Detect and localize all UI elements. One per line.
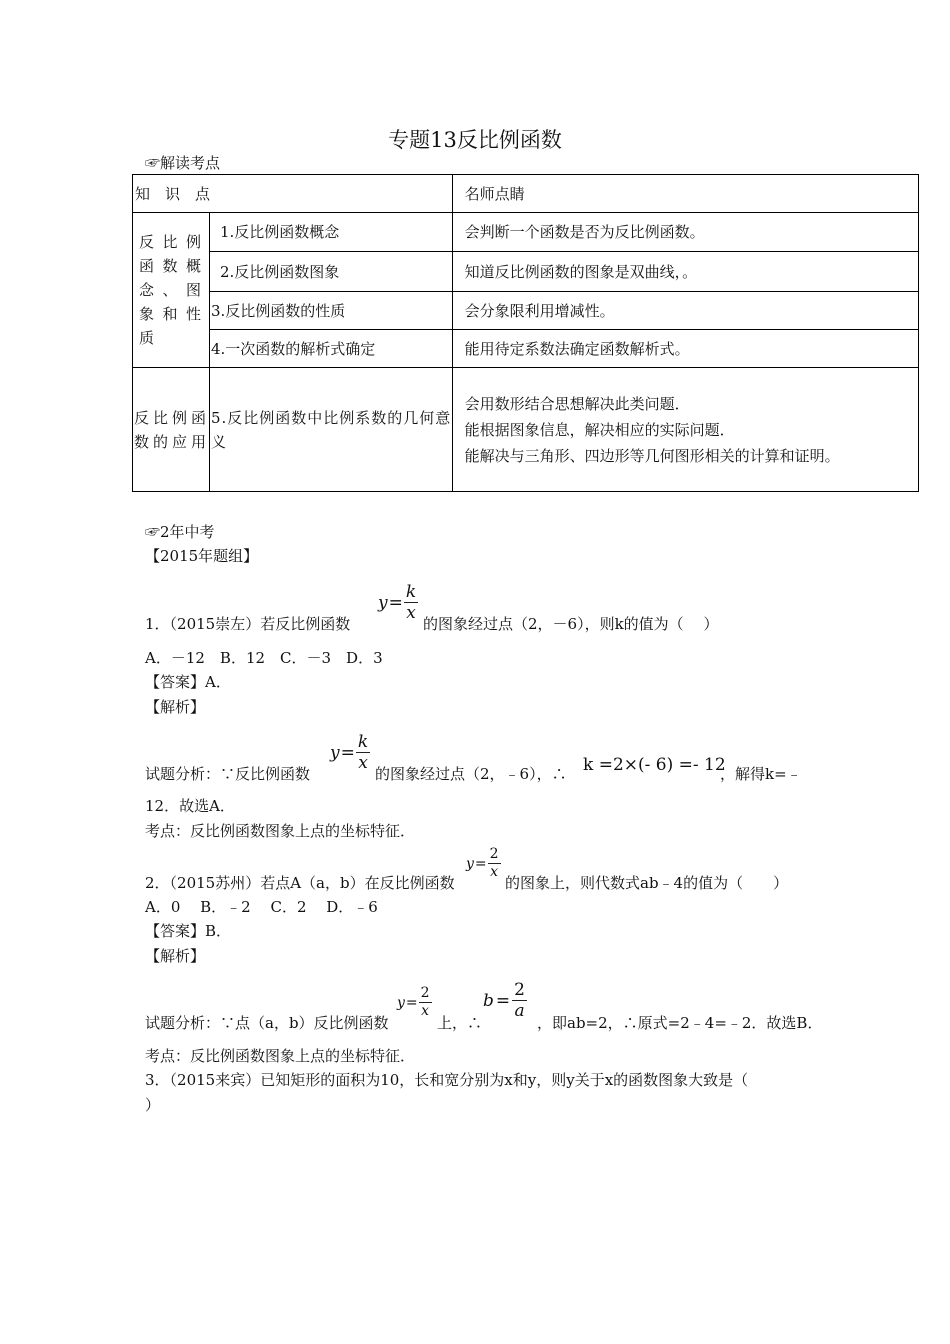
q1-analysis-line2: 12．故选A． [145, 797, 235, 815]
q2-options: A．0 B．﹣2 C．2 D．﹣6 [145, 898, 378, 916]
q1-analysis-equation: k =2×(- 6) =- 12 [583, 755, 726, 775]
table-header-notes: 名师点睛 [452, 175, 918, 213]
q1-analysis-mid: 的图象经过点（2，﹣6），∴ [375, 765, 567, 783]
table-note-multi [452, 368, 918, 492]
note-line: 能解决与三角形、四边形等几何图形相关的计算和证明。 [464, 446, 840, 465]
table-point: 5.反比例函数中比例系数的几何意义 [209, 368, 452, 492]
q2-b-formula [483, 980, 527, 1021]
q2-analysis-eq: = [405, 994, 418, 1011]
q1-analysis-label: 【解析】 [145, 698, 206, 716]
q1-analysis-eq: = [340, 742, 355, 763]
q1-formula [378, 582, 418, 623]
q2-formula-eq: = [474, 855, 487, 872]
q2-formula-y: y [466, 855, 474, 872]
section-heading-kaodian: ☞解读考点 [145, 154, 221, 172]
q2-analysis-mid: 上，∴ [437, 1014, 483, 1032]
q1-formula-eq: = [388, 592, 403, 613]
q3-line1: 3．（2015来宾）已知矩形的面积为10，长和宽分别为x和y，则y关于x的函数图象大致是（ [145, 1071, 749, 1089]
q1-analysis-den: x [358, 753, 368, 773]
table-point: 2.反比例函数图象 [209, 252, 452, 292]
knowledge-table [132, 174, 919, 492]
table-note: 会分象限利用增减性。 [452, 292, 918, 330]
q2-analysis-formula [397, 985, 432, 1020]
table-category-2: 反比例函数的应用 [133, 368, 210, 492]
table-note: 知道反比例函数的图象是双曲线，。 [452, 252, 918, 292]
q1-kaodian: 考点：反比例函数图象上点的坐标特征． [145, 822, 416, 840]
q1-analysis-before: 试题分析：∵反比例函数 [145, 765, 311, 783]
q2-b: b [483, 990, 494, 1011]
table-point: 3.反比例函数的性质 [209, 292, 452, 330]
q1-options: A．－12 B．12 C．－3 D．3 [145, 649, 383, 667]
q2-formula [466, 846, 501, 881]
q2-b-eq: = [495, 990, 511, 1011]
q1-formula-den: x [406, 603, 416, 623]
table-note: 能用待定系数法确定函数解析式。 [452, 330, 918, 368]
q1-stem-before: 1．（2015崇左）若反比例函数 [145, 615, 351, 633]
q2-analysis-num: 2 [420, 985, 430, 1001]
q2-kaodian: 考点：反比例函数图象上点的坐标特征． [145, 1047, 416, 1065]
q3-line2: ） [145, 1096, 161, 1114]
group-label: 【2015年题组】 [145, 547, 259, 565]
q2-b-den: a [514, 1001, 525, 1021]
q2-analysis-before: 试题分析：∵点（a，b）反比例函数 [145, 1014, 389, 1032]
note-line: 会用数形结合思想解决此类问题． [464, 394, 690, 413]
q2-analysis-den: x [421, 1003, 430, 1019]
q1-formula-y: y [378, 592, 388, 613]
table-category-1: 反比例函数概念、图象和性质 [133, 213, 210, 368]
q2-answer: 【答案】B． [145, 922, 232, 940]
q2-analysis-after: ，即ab=2，∴原式=2﹣4=﹣2．故选B． [537, 1014, 823, 1032]
q2-formula-num: 2 [489, 846, 499, 862]
q1-formula-num: k [405, 582, 417, 602]
q2-stem-after: 的图象上，则代数式ab﹣4的值为（ ） [505, 874, 789, 892]
q1-answer: 【答案】A． [145, 673, 231, 691]
q2-analysis-label: 【解析】 [145, 947, 206, 965]
table-point: 1.反比例函数概念 [209, 213, 452, 252]
q2-b-num: 2 [514, 980, 525, 1000]
table-note: 会判断一个函数是否为反比例函数。 [452, 213, 918, 252]
q2-analysis-y: y [397, 994, 405, 1011]
q1-analysis-after: ，解得k=﹣ [720, 765, 802, 783]
table-point: 4.一次函数的解析式确定 [209, 330, 452, 368]
table-header-knowledge: 知 识 点 [133, 175, 453, 213]
q1-stem-after: 的图象经过点（2，－6），则k的值为（ ） [423, 615, 719, 633]
q2-formula-den: x [490, 864, 499, 880]
page-title: 专题13反比例函数 [388, 128, 562, 152]
q1-analysis-num: k [357, 732, 369, 752]
q2-stem-before: 2．（2015苏州）若点A（a，b）在反比例函数 [145, 874, 455, 892]
note-line: 能根据图象信息，解决相应的实际问题． [464, 420, 735, 439]
section-heading-zhongkao: ☞2年中考 [145, 523, 215, 541]
q1-analysis-formula-fraction [330, 732, 370, 773]
q1-analysis-y: y [330, 742, 340, 763]
